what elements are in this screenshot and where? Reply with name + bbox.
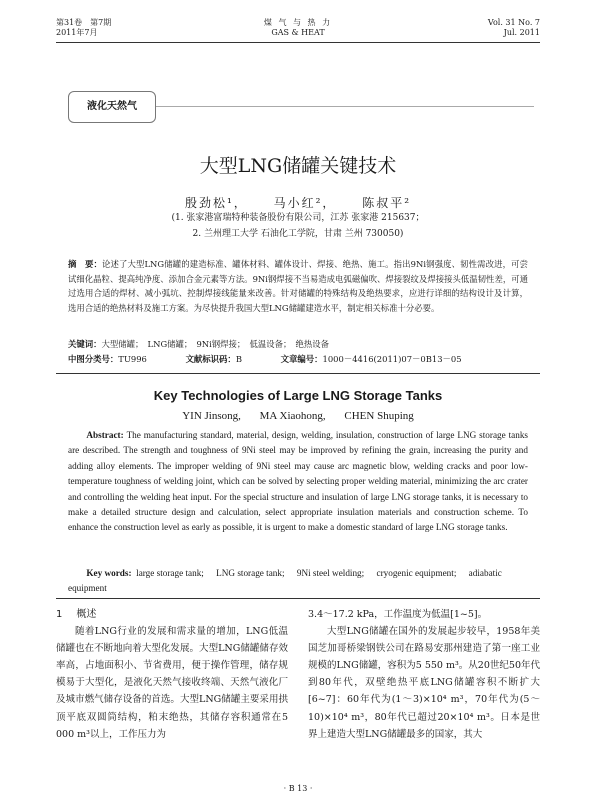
author-list-en: [0, 410, 596, 422]
body-paragraph-1: 随着LNG行业的发展和需求量的增加，LNG低温储罐也在不断地向着大型化发展。大型LNG储罐储存效率高，占地面积小、节省费用，便于操作管理，储存规模易于大型化，是液化天然气接收终端、天然气液化厂及城市燃气储存设备的首选。大型LNG储罐主要采用拱顶平底双圆筒结构，粕末绝热，其储存容积通常在5 000 m³以上，工作压力为: [56, 626, 288, 740]
volume-issue-en: Vol. 31 No. 7: [487, 18, 540, 27]
author-en-1: YIN Jinsong,: [182, 410, 241, 422]
keyword-en-4: cryogenic equipment;: [376, 568, 457, 578]
abstract-zh-text: 论述了大型LNG储罐的建造标准、罐体材料、罐体设计、焊接、绝热、施工。指出9Ni钢强度、韧性需改进，可尝试细化晶粒、提高纯净度、添加合金元素等方法。9Ni钢焊接不当易造成电弧磁偏吹、焊接裂纹及焊接接头低温韧性差，可通过选用合适的焊材、减小弧坑、控制焊接线能量来改善。针对储罐的特殊结构及绝热要求，应进行详细的结构设计及计算，选用合适的绝热材料及施工方案。为尽快提升我国大型LNG储罐建造水平，制定相关标准十分必要。: [68, 259, 528, 313]
author-en-2: MA Xiaohong,: [259, 410, 326, 422]
author-list: [0, 194, 596, 211]
section-tag: 液化天然气: [68, 91, 156, 123]
abstract-en-text: The manufacturing standard, material, design, welding, insulation, construction of large LNG storage tanks are described. The strength and toughness of 9Ni steel may be improved by refining the grain, increasing the purity and adding alloy elements. The improper welding of 9Ni steel may cause arc magnetic blow, welding cracks and poor low-temperature toughness of welding joint, which can be solved by selecting proper welding material, minimizing the arc crater and controlling the welding heat input. For the special structure and insulation of large LNG storage tanks, it is necessary to make a detailed structure design and calculation, select appropriate insulation materials and construction scheme. To enhance the construction level as early as possible, it is urgent to make a domestic standard of large LNG storage tanks.: [68, 430, 528, 533]
clc-value: TU996: [118, 354, 147, 364]
section-1-number: 1: [56, 609, 63, 620]
author-en-3: CHEN Shuping: [344, 410, 414, 422]
keyword-en-5: adiabatic equipment: [68, 568, 502, 593]
journal-name-zh: 煤 气 与 热 力: [263, 18, 333, 27]
keywords-en-label: Key words:: [86, 568, 132, 578]
clc-number: [68, 354, 165, 364]
classification-row: [68, 352, 538, 366]
keywords-en: [68, 566, 528, 596]
volume-issue: 第31卷 第7期: [56, 18, 112, 27]
abstract-zh-label: 摘 要：: [68, 259, 102, 269]
affiliation-2: 2. 兰州理工大学 石油化工学院，甘肃 兰州 730050): [192, 229, 404, 239]
keyword-en-2: LNG storage tank;: [216, 568, 285, 578]
author-1: 殷劲松¹，: [184, 196, 248, 210]
abstract-en-label: Abstract:: [86, 430, 124, 440]
issue-date-en: Jul. 2011: [503, 28, 540, 37]
body-right-column: [308, 606, 540, 743]
article-number: [281, 354, 480, 364]
abstract-divider: [56, 373, 540, 374]
section-1-heading: [56, 606, 288, 623]
keyword-en-3: 9Ni steel welding;: [296, 568, 365, 578]
author-2: 马小红²，: [273, 196, 337, 210]
issue-date: 2011年7月: [56, 28, 98, 37]
journal-name-en: GAS & HEAT: [271, 28, 325, 37]
abstract-zh: [68, 257, 528, 315]
tag-divider: [154, 106, 534, 107]
keywords-zh-label: 关键词：: [68, 339, 102, 349]
doc-code-value: B: [235, 354, 242, 364]
article-value: 1000－4416(2011)07－0B13－05: [322, 354, 462, 364]
abstract-en: [68, 428, 528, 536]
document-code: [186, 354, 260, 364]
doc-code-label: 文献标识码：: [185, 354, 236, 364]
section-1-title: 概述: [76, 609, 97, 620]
body-paragraph-1-cont: 3.4～17.2 kPa，工作温度为低温[1~5]。: [308, 609, 488, 620]
paper-title-en: Key Technologies of Large LNG Storage Tanks: [153, 388, 443, 403]
article-label: 文章编号：: [280, 354, 323, 364]
keyword-en-1: large storage tank;: [136, 568, 204, 578]
affiliation-1: (1. 张家港富瑞特种装备股份有限公司，江苏 张家港 215637；: [171, 213, 425, 223]
author-3: 陈叔平²: [362, 196, 412, 210]
journal-issue-info-en: [488, 18, 540, 38]
header-rule: [56, 42, 540, 43]
body-divider: [56, 598, 540, 599]
keywords-zh: [68, 337, 538, 351]
clc-label: 中图分类号：: [68, 354, 119, 364]
body-left-column: [56, 606, 288, 743]
paper-title: 大型LNG储罐关键技术: [199, 155, 397, 177]
page-number: · B 13 ·: [283, 784, 313, 793]
keywords-zh-text: 大型储罐； LNG储罐； 9Ni钢焊接； 低温设备； 绝热设备: [101, 339, 330, 349]
body-paragraph-2: 大型LNG储罐在国外的发展起步较早，1958年美国芝加哥桥梁钢铁公司在路易安那州建造了第一座工业规模的LNG储罐，容积为5 550 m³。从20世纪50年代到80年代，双壁绝热平底LNG储罐容积不断扩大[6~7]：60年代为(1～3)×10⁴ m³，70年代为(5～10)×10⁴ m³，80年代已超过20×10⁴ m³。日本是世界上建造大型LNG储罐最多的国家，其大: [308, 626, 540, 740]
